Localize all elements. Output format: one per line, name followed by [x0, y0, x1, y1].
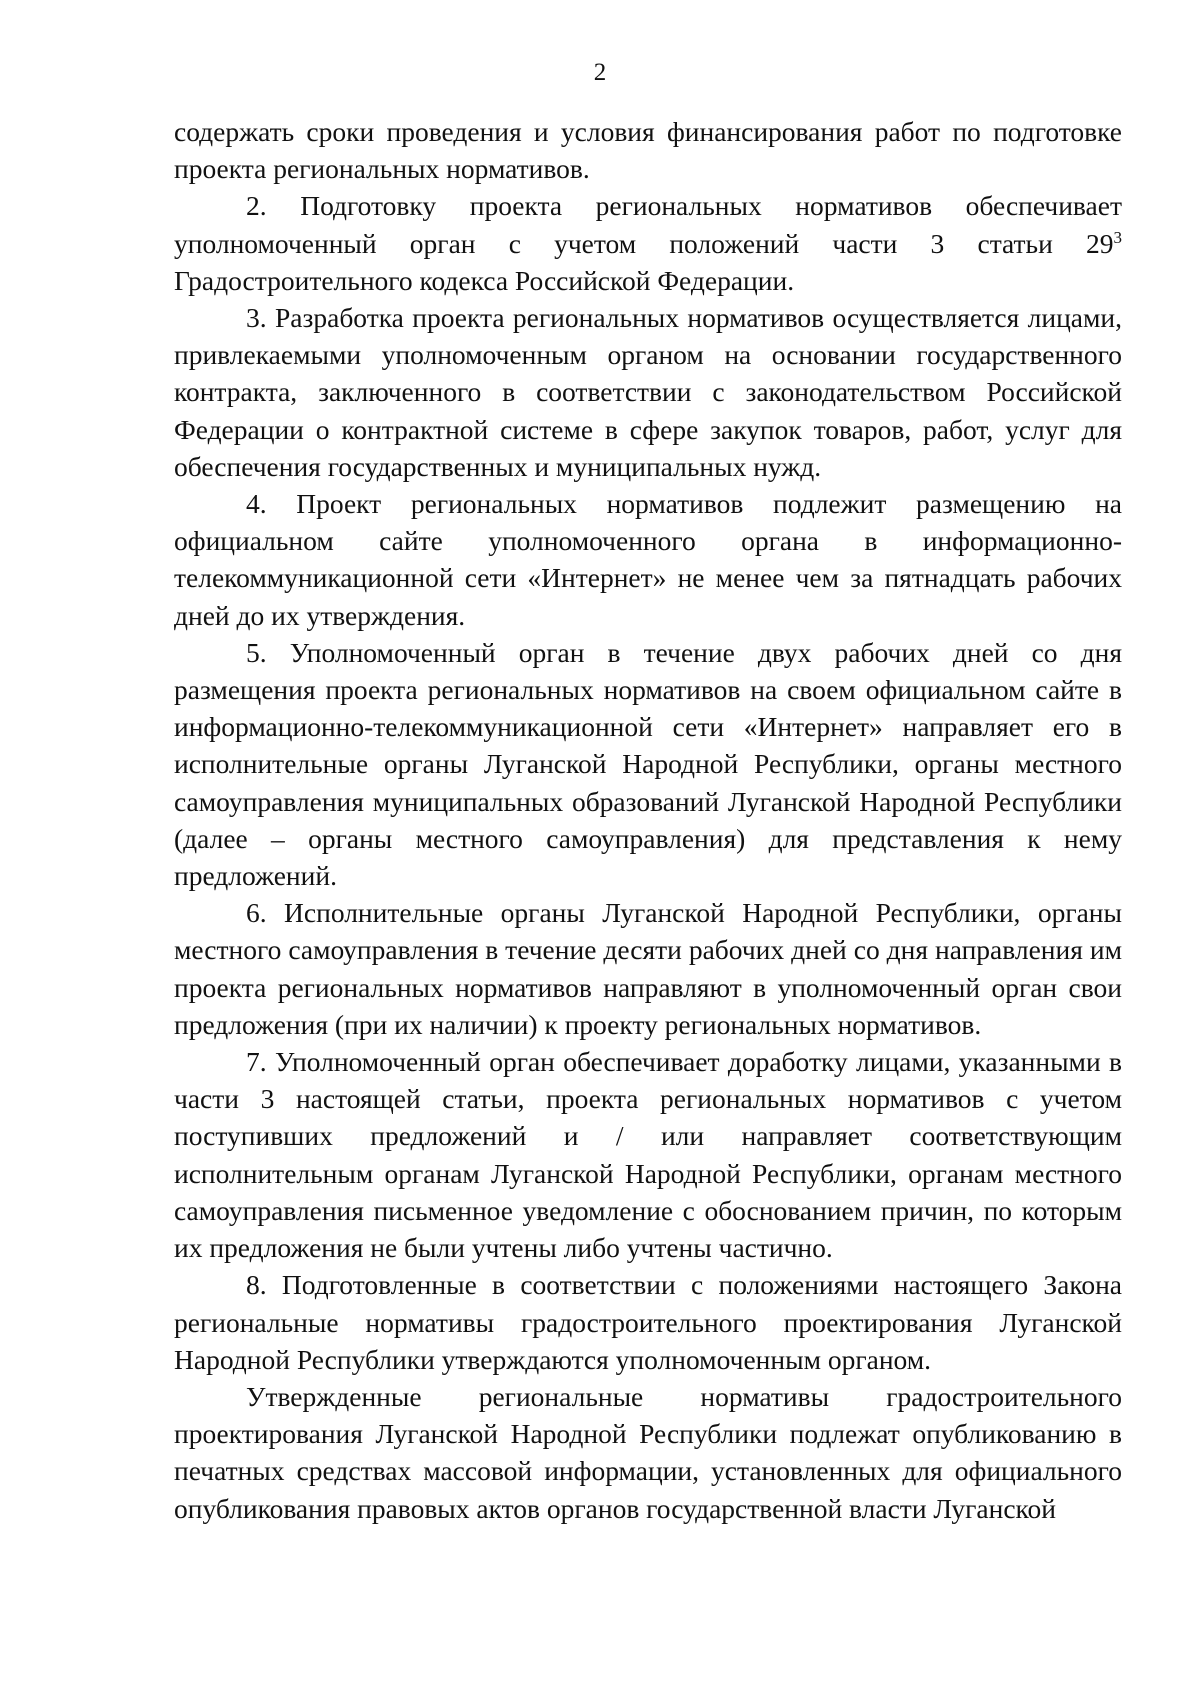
paragraph-2 — [174, 187, 1122, 299]
paragraph-3: 3. Разработка проекта региональных нормативов осуществляется лицами, привлекаемыми уполномоченным органом на основании государственного контракта, заключенного в соответствии с законодательством Российской Федерации о контрактной системе в сфере закупок товаров, работ, услуг для обеспечения государственных и муниципальных нужд. — [174, 302, 1122, 482]
article-superscript: 3 — [1113, 227, 1122, 247]
paragraph-2-text-start: 2. Подготовку проекта региональных нормативов обеспечивает уполномоченный орган с учетом положений части 3 статьи 29 — [174, 190, 1122, 259]
paragraph-2-text-end: Градостроительного кодекса Российской Федерации. — [174, 264, 795, 296]
paragraph-continuation: содержать сроки проведения и условия финансирования работ по подготовке проекта региональных нормативов. — [174, 116, 1122, 185]
paragraph-8: 8. Подготовленные в соответствии с положениями настоящего Закона региональные нормативы градостроительного проектирования Луганской Народной Республики утверждаются уполномоченным органом. — [174, 1269, 1122, 1375]
document-body — [174, 113, 1122, 1527]
paragraph-6: 6. Исполнительные органы Луганской Народной Республики, органы местного самоуправления в течение десяти рабочих дней со дня направления им проекта региональных нормативов направляют в уполномоченный орган свои предложения (при их наличии) к проекту региональных нормативов. — [174, 897, 1122, 1040]
paragraph-4: 4. Проект региональных нормативов подлежит размещению на официальном сайте уполномоченного органа в информационно-телекоммуникационной сети «Интернет» не менее чем за пятнадцать рабочих дней до их утверждения. — [174, 488, 1122, 631]
page-number: 2 — [593, 59, 607, 86]
paragraph-approved-standards: Утвержденные региональные нормативы градостроительного проектирования Луганской Народной Республики подлежат опубликованию в печатных средствах массовой информации, установленных для официального опубликования правовых актов органов государственной власти Луганской — [174, 1380, 1122, 1524]
paragraph-7: 7. Уполномоченный орган обеспечивает доработку лицами, указанными в части 3 настоящей статьи, проекта региональных нормативов с учетом поступивших предложений и / или направляет соответствующим исполнительным органам Луганской Народной Республики, органам местного самоуправления письменное уведомление с обоснованием причин, по которым их предложения не были учтены либо учтены частично. — [174, 1046, 1122, 1264]
paragraph-5: 5. Уполномоченный орган в течение двух рабочих дней со дня размещения проекта региональных нормативов на своем официальном сайте в информационно-телекоммуникационной сети «Интернет» направляет его в исполнительные органы Луганской Народной Республики, органы местного самоуправления муниципальных образований Луганской Народной Республики (далее – органы местного самоуправления) для представления к нему предложений. — [174, 636, 1122, 892]
